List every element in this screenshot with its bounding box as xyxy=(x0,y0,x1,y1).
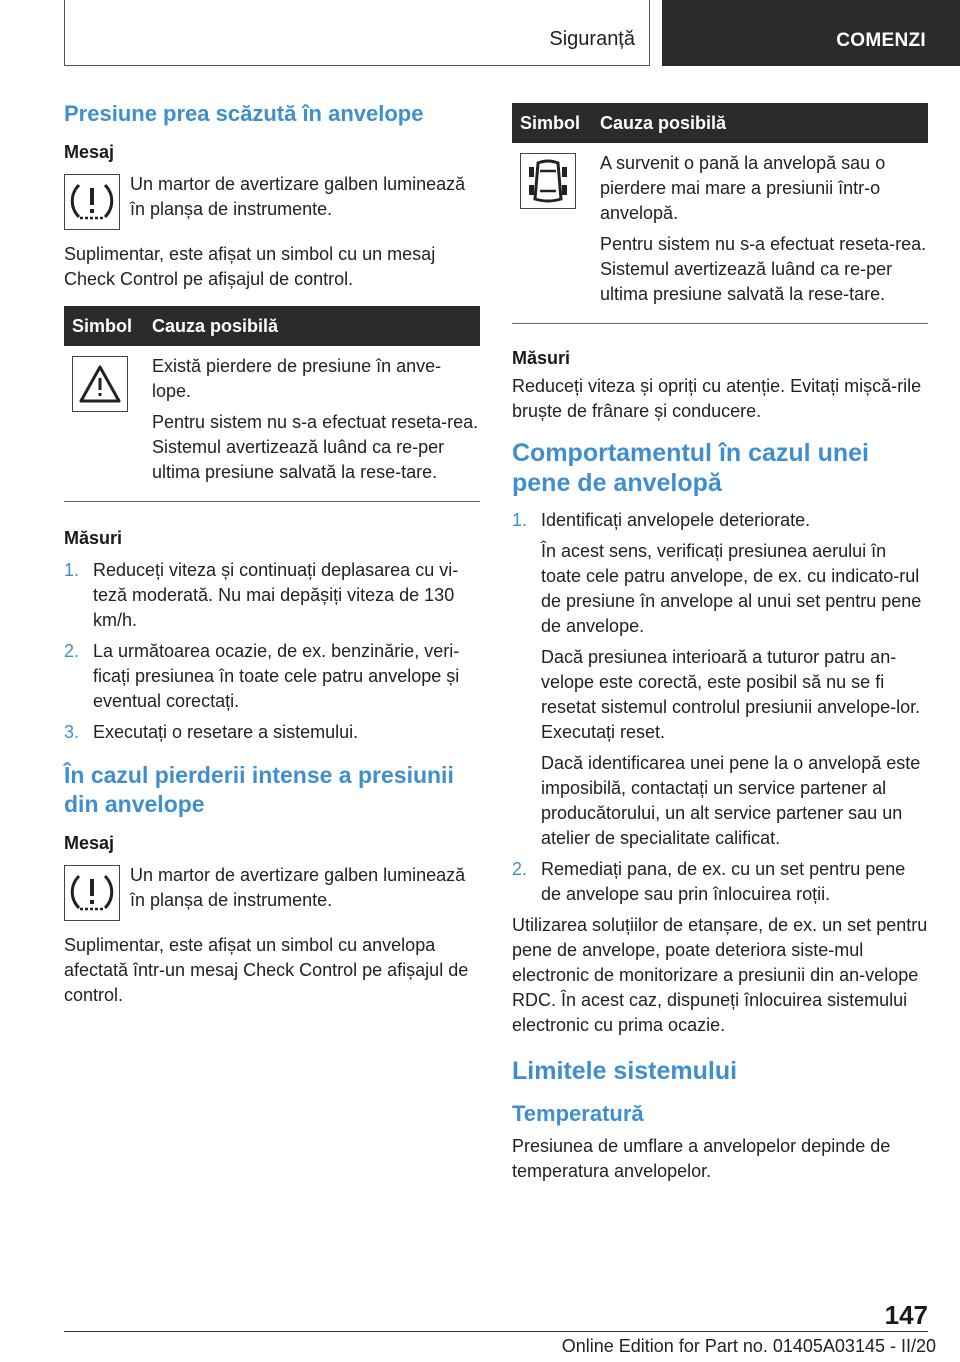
tire-pressure-warning-icon xyxy=(64,174,120,230)
footer-divider xyxy=(64,1331,928,1332)
list-item xyxy=(64,639,480,714)
cause-text-1: Există pierdere de presiune în anve-lope. xyxy=(152,356,442,401)
step-text: Executați o resetare a sistemului. xyxy=(93,722,359,742)
table-header-symbol: Simbol xyxy=(512,103,592,143)
warning-triangle-icon xyxy=(72,356,128,412)
table-header-symbol: Simbol xyxy=(64,306,144,346)
step-number: 1. xyxy=(512,510,528,530)
warning-lamp-row xyxy=(64,172,480,230)
step-text: Dacă presiunea interioară a tuturor patru an-velope este corectă, este posibil să nu se fi resetat sistemul controlul presiunii anvelope-lor. Executați reset. xyxy=(541,647,921,742)
supplementary-text-2: Suplimentar, este afișat un simbol cu anvelopa afectată într-un mesaj Check Control pe afișajul de control. xyxy=(64,935,469,1005)
measures-list xyxy=(64,558,480,745)
step-number: 2. xyxy=(64,641,80,661)
list-item xyxy=(512,508,928,851)
left-column xyxy=(64,100,480,1016)
message-label-2: Mesaj xyxy=(64,833,115,853)
step-text: Remediați pana, de ex. cu un set pentru pene de anvelope sau prin înlocuirea roții. xyxy=(541,859,906,904)
measures-label-2: Măsuri xyxy=(512,348,571,368)
header-chapter-box xyxy=(662,0,960,66)
step-text: În acest sens, verificați presiunea aerului în toate cele patru anvelope, de ex. cu indicato-rul de presiune în anvelope al unui set pentru pene de anvelope. xyxy=(541,541,922,636)
message-text: Un martor de avertizare galben luminează în planșa de instrumente. xyxy=(130,174,466,219)
symbol-table-2 xyxy=(512,103,928,324)
step-number: 1. xyxy=(64,560,80,580)
cause-text-2: Pentru sistem nu s-a efectuat reseta-rea. Sistemul avertizează luând ca re-per ultima presiune salvată la rese-tare. xyxy=(152,412,479,482)
footer-edition: Online Edition for Part no. 01405A03145 - II/20 xyxy=(561,1336,936,1356)
step-text: Dacă identificarea unei pene la o anvelopă este imposibilă, contactați un service partener al producătorului, un alt service partener sau un atelier de specialitate calificat. xyxy=(541,753,921,848)
header-section-title: Siguranță xyxy=(549,28,635,50)
step-number: 2. xyxy=(512,859,528,879)
sealant-paragraph: Utilizarea soluțiilor de etanșare, de ex. un set pentru pene de anvelope, poate deteriora siste-mul electronic de monitorizare a presiunii din an-velope RDC. În acest caz, dispuneți înlocuirea sistemului electronic cu prima ocazie. xyxy=(512,915,928,1035)
page-number: 147 xyxy=(884,1300,928,1330)
table-row xyxy=(64,346,480,502)
list-item xyxy=(512,857,928,907)
section-title-flat-tire: Comportamentul în cazul unei pene de anvelopă xyxy=(512,439,869,497)
temperature-text: Presiunea de umflare a anvelopelor depinde de temperatura anvelopelor. xyxy=(512,1136,891,1181)
measures-label: Măsuri xyxy=(64,528,123,548)
step-number: 3. xyxy=(64,722,80,742)
supplementary-text: Suplimentar, este afișat un simbol cu un mesaj Check Control pe afișajul de control. xyxy=(64,244,436,289)
warning-lamp-row-2 xyxy=(64,863,480,921)
tire-pressure-warning-icon xyxy=(64,865,120,921)
section-title-low-pressure: Presiune prea scăzută în anvelope xyxy=(64,101,424,126)
message-text-2: Un martor de avertizare galben luminează în planșa de instrumente. xyxy=(130,865,466,910)
message-label: Mesaj xyxy=(64,142,115,162)
step-text: La următoarea ocazie, de ex. benzinărie, veri-ficați presiunea în toate cele patru anvelope și eventual corectați. xyxy=(93,641,460,711)
header-chapter-title: COMENZI xyxy=(836,30,926,51)
right-column xyxy=(512,103,928,1192)
list-item xyxy=(64,720,480,745)
table-header-cause: Cauza posibilă xyxy=(144,306,480,346)
symbol-table xyxy=(64,306,480,502)
step-text: Reduceți viteza și continuați deplasarea cu vi-teză moderată. Nu mai depășiți viteza de 130 km/h. xyxy=(93,560,459,630)
section-title-intense-loss: În cazul pierderii intense a presiunii din anvelope xyxy=(64,762,454,817)
list-item xyxy=(64,558,480,633)
table-row xyxy=(512,143,928,324)
flat-tire-steps xyxy=(512,508,928,907)
subsection-title-temperature: Temperatură xyxy=(512,1101,644,1126)
car-tire-icon xyxy=(520,153,576,209)
table-header-cause: Cauza posibilă xyxy=(592,103,928,143)
section-title-system-limits: Limitele sistemului xyxy=(512,1057,738,1085)
cause-text-2: Pentru sistem nu s-a efectuat reseta-rea. Sistemul avertizează luând ca re-per ultima presiune salvată la rese-tare. xyxy=(600,234,927,304)
measures-text: Reduceți viteza și opriți cu atenție. Evitați mișcă-rile bruște de frânare și conducere. xyxy=(512,376,922,421)
step-text: Identificați anvelopele deteriorate. xyxy=(541,510,811,530)
header-section-box xyxy=(64,0,650,66)
cause-text-1: A survenit o pană la anvelopă sau o pierdere mai mare a presiunii într-o anvelopă. xyxy=(600,153,886,223)
